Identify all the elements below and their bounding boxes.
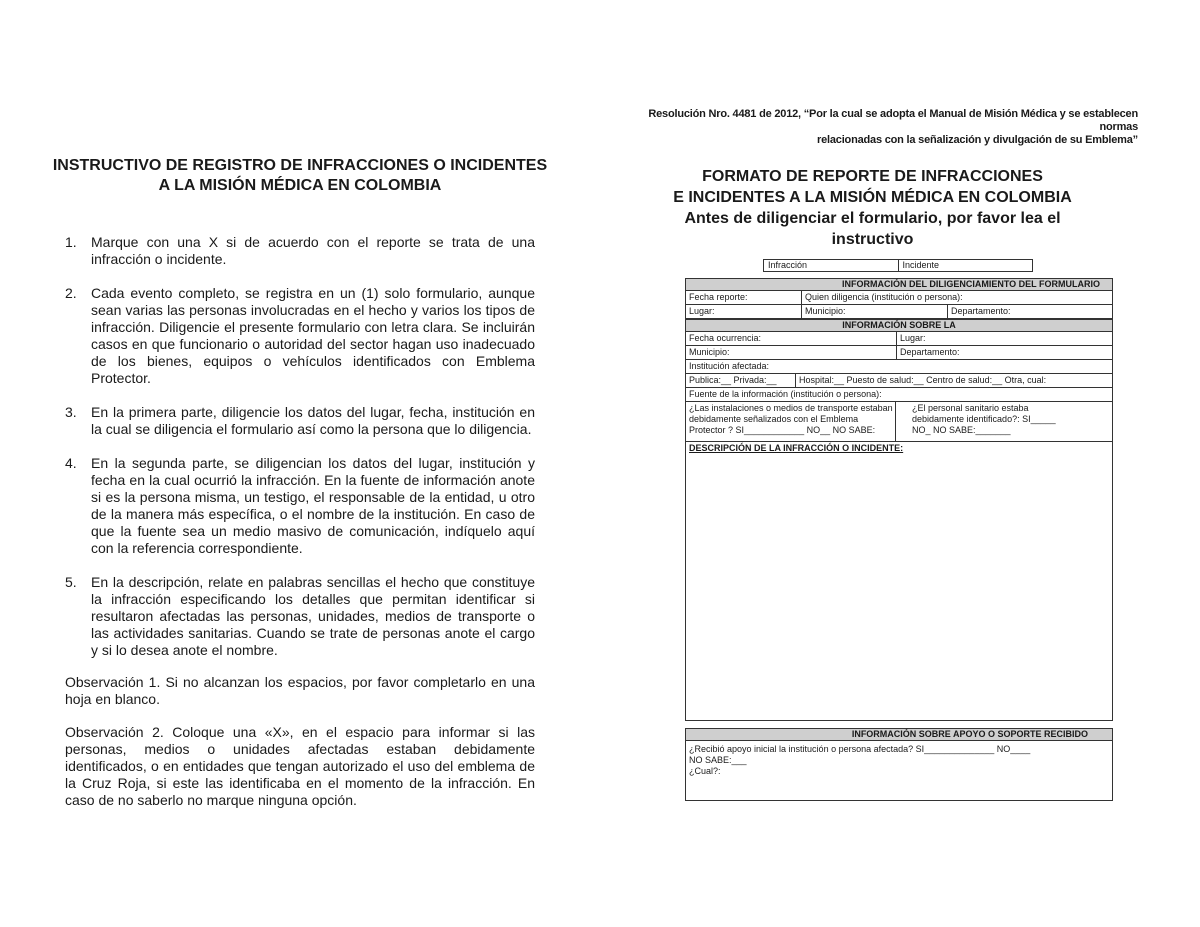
resolution-line-2: relacionadas con la señalización y divulgación de su Emblema” (817, 134, 1138, 146)
descripcion-area[interactable] (685, 442, 1113, 721)
instruction-item: 5. En la descripción, relate en palabras sencillas el hecho que constituye la infracción especificando los detalles que permitan identificar si resultaron afectadas las personas, unidades, medios de transporte o las actividades sanitarias. Cuando se trate de personas anote el cargo y si lo desea anote el nombre. (65, 574, 535, 658)
publica-privada-field[interactable]: Publica:__ Privada:__ (689, 375, 777, 385)
lugar-field[interactable]: Lugar: (689, 306, 715, 316)
form-row (685, 388, 1113, 402)
form-row (685, 402, 1113, 442)
instructivo-title-line-2: A LA MISIÓN MÉDICA EN COLOMBIA (158, 177, 442, 194)
instruction-item: 3. En la primera parte, diligencie los datos del lugar, fecha, institución en la cual se diligencia el formulario así como la persona que lo diligencia. (65, 404, 535, 437)
lugar-ocurrencia-field[interactable]: Lugar: (896, 332, 1112, 345)
municipio-field[interactable]: Municipio: (801, 305, 947, 318)
fuente-field[interactable]: Fuente de la información (institución o persona): (689, 389, 882, 399)
formato-title-line-2: E INCIDENTES A LA MISIÓN MÉDICA EN COLOMBIA (673, 189, 1072, 206)
formato-subtitle: Antes de diligenciar el formulario, por favor lea el instructivo (684, 210, 1061, 248)
pregunta-instalaciones-field[interactable]: ¿Las instalaciones o medios de transporte estaban debidamente señalizados con el Emblema Protector ? SI____________ NO__ NO SABE: (689, 403, 893, 435)
incidente-checkbox[interactable]: Incidente (898, 260, 1033, 271)
instructivo-title-line-1: INSTRUCTIVO DE REGISTRO DE INFRACCIONES O INCIDENTES (52, 157, 548, 174)
formato-title (650, 166, 1095, 250)
form-row (685, 305, 1113, 319)
instruction-item: 4. En la segunda parte, se diligencian los datos del lugar, institución y fecha en la cual ocurrió la infracción. En la fuente de información anote si es la persona misma, un testigo, el responsable de la entidad, u otro de la manera más específica, o el nombre de la institución. En caso de que la fuente sea un medio masivo de comunicación, indíquelo aquí con la referencia correspondiente. (65, 455, 535, 556)
institucion-field[interactable]: Institución afectada: (689, 361, 770, 371)
fecha-ocurrencia-field[interactable]: Fecha ocurrencia: (689, 333, 762, 343)
infraccion-checkbox[interactable]: Infracción (768, 260, 808, 270)
apoyo-line-2: NO SABE:___ (689, 755, 747, 765)
instructivo-title (40, 156, 560, 196)
departamento-field[interactable]: Departamento: (947, 305, 1112, 318)
pregunta-personal-field[interactable]: ¿El personal sanitario estaba debidamente identificado?: SI_____ NO_ NO SABE:_______ (895, 402, 1112, 441)
apoyo-area[interactable] (685, 741, 1113, 801)
section-header-diligenciamiento: INFORMACIÓN DEL DILIGENCIAMIENTO DEL FORMULARIO (685, 278, 1113, 291)
observacion-1: Observación 1. Si no alcanzan los espacios, por favor completarlo en una hoja en blanco. (65, 674, 535, 707)
departamento-ocurrencia-field[interactable]: Departamento: (896, 346, 1112, 359)
formato-title-line-1: FORMATO DE REPORTE DE INFRACCIONES (702, 168, 1043, 185)
municipio-ocurrencia-field[interactable]: Municipio: (689, 347, 730, 357)
report-form (685, 278, 1113, 801)
resolution-header (620, 108, 1138, 147)
apoyo-line-3: ¿Cual?: (689, 766, 721, 776)
type-selector (763, 259, 1033, 272)
form-row (685, 291, 1113, 305)
instructions-list (65, 234, 535, 676)
section-header-informacion: INFORMACIÓN SOBRE LA (685, 319, 1113, 332)
fecha-reporte-field[interactable]: Fecha reporte: (689, 292, 748, 302)
quien-diligencia-field[interactable]: Quien diligencia (institución o persona): (801, 291, 1112, 304)
descripcion-label: DESCRIPCIÓN DE LA INFRACCIÓN O INCIDENTE: (689, 443, 904, 453)
resolution-line-1: Resolución Nro. 4481 de 2012, “Por la cual se adopta el Manual de Misión Médica y se establecen normas (648, 108, 1138, 133)
observacion-2: Observación 2. Coloque una «X», en el espacio para informar si las personas, medios o unidades afectadas estaban debidamente identificados, o en entidades que tengan autorizado el uso del emblema de la Cruz Roja, si este las identificaba en el momento de la infracción. En caso de no saberlo no marque ninguna opción. (65, 724, 535, 808)
section-header-apoyo: INFORMACIÓN SOBRE APOYO O SOPORTE RECIBIDO (685, 728, 1113, 741)
form-row (685, 332, 1113, 346)
form-row (685, 374, 1113, 388)
form-row (685, 346, 1113, 360)
form-row (685, 360, 1113, 374)
apoyo-line-1: ¿Recibió apoyo inicial la institución o persona afectada? SI______________ NO____ (689, 744, 1031, 754)
instruction-item: 1. Marque con una X si de acuerdo con el reporte se trata de una infracción o incidente. (65, 234, 535, 267)
tipo-institucion-field[interactable]: Hospital:__ Puesto de salud:__ Centro de salud:__ Otra, cual: (795, 374, 1112, 387)
instruction-item: 2. Cada evento completo, se registra en un (1) solo formulario, aunque sean varias las personas involucradas en el hecho y varios los tipos de infracción. Diligencie el presente formulario con letra clara. Se incluirán casos en que funcionario o autoridad del sector hagan uso inadecuado de los bienes, equipos o vehículos identificados con Emblema Protector. (65, 285, 535, 386)
